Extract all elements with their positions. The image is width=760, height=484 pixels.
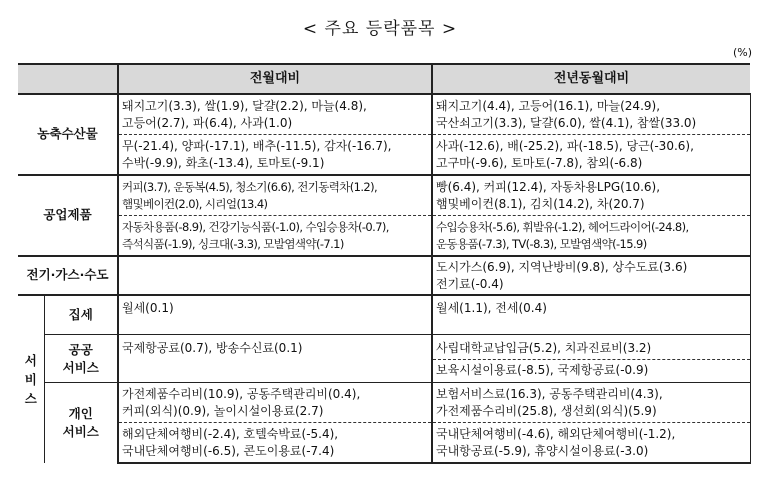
public-yoy-down <box>432 359 750 383</box>
header-yoy: 전년동월대비 <box>432 64 750 94</box>
page-title: < 주요 등락품목 > <box>302 19 458 39</box>
industrial-label: 공업제품 <box>18 175 118 256</box>
agri-mom-down-line: 무(-21.4), 양파(-17.1), 배추(-11.5), 감자(-16.7), <box>122 139 392 153</box>
personal-yoy-down <box>432 423 750 464</box>
personal-mom-up-line: 커피(외식)(0.9), 놀이시설이용료(2.7) <box>122 403 324 418</box>
personal-label <box>44 383 118 464</box>
public-mom-line: 국제항공료(0.7), 방송수신료(0.1) <box>122 341 303 355</box>
utility-yoy <box>432 256 750 295</box>
agri-row-up <box>18 94 750 135</box>
price-change-table <box>18 63 751 464</box>
industrial-row-up <box>18 175 750 216</box>
rent-mom-line: 월세(0.1) <box>122 301 174 315</box>
industrial-yoy-down <box>432 216 750 257</box>
personal-mom-down-line: 국내단체여행비(-6.5), 콘도이용료(-7.4) <box>122 443 335 458</box>
personal-mom-up <box>118 383 432 423</box>
agri-mom-up-line: 고등어(2.7), 파(6.4), 사과(1.0) <box>122 115 293 130</box>
agri-yoy-up-line: 돼지고기(4.4), 고등어(16.1), 마늘(24.9), <box>436 99 661 113</box>
rent-yoy <box>432 295 750 335</box>
personal-yoy-down-line: 국내단체여행비(-4.6), 해외단체여행비(-1.2), <box>436 427 676 441</box>
services-label-char: 스 <box>24 391 37 406</box>
personal-yoy-down-line: 국내항공료(-5.9), 휴양시설이용료(-3.0) <box>436 443 649 458</box>
industrial-mom-up-line: 커피(3.7), 운동복(4.5), 청소기(6.6), 전기동력차(1.2), <box>122 180 378 194</box>
agri-mom-up-line: 돼지고기(3.3), 쌀(1.9), 달걀(2.2), 마늘(4.8), <box>122 99 367 113</box>
services-label <box>18 295 44 463</box>
industrial-yoy-up-line: 빵(6.4), 커피(12.4), 자동차용LPG(10.6), <box>436 180 661 194</box>
agri-yoy-up-line: 국산쇠고기(3.3), 달걀(6.0), 쌀(4.1), 참쌀(33.0) <box>436 115 697 130</box>
personal-mom-down <box>118 423 432 464</box>
agri-yoy-down-line: 고구마(-9.6), 토마토(-7.8), 참외(-6.8) <box>436 155 643 170</box>
agri-mom-up <box>118 94 432 135</box>
services-label-char: 서 <box>24 353 37 368</box>
header-mom: 전월대비 <box>118 64 432 94</box>
agri-yoy-down-line: 사과(-12.6), 배(-25.2), 파(-18.5), 당근(-30.6), <box>436 139 694 153</box>
agri-mom-down-line: 수박(-9.9), 화초(-13.4), 토마토(-9.1) <box>122 155 325 170</box>
public-yoy-up-line: 사립대학교납입금(5.2), 치과진료비(3.2) <box>436 341 652 355</box>
personal-yoy-up <box>432 383 750 423</box>
public-label-line: 서비스 <box>62 359 99 375</box>
personal-row-up <box>18 383 750 423</box>
agri-yoy-down <box>432 135 750 176</box>
public-mom <box>118 335 432 383</box>
industrial-mom-down <box>118 216 432 257</box>
industrial-mom-down-line: 자동차용품(-8.9), 건강기능식품(-1.0), 수입승용차(-0.7), <box>122 220 389 234</box>
industrial-yoy-up <box>432 175 750 216</box>
personal-mom-down-line: 해외단체여행비(-2.4), 호텔숙박료(-5.4), <box>122 427 339 441</box>
personal-yoy-up-line: 보험서비스료(16.3), 공동주택관리비(4.3), <box>436 387 663 401</box>
industrial-row-down <box>18 216 750 257</box>
public-label <box>44 335 118 383</box>
utility-label: 전기·가스·수도 <box>18 256 118 295</box>
industrial-yoy-up-line: 햄및베이컨(8.1), 김치(14.2), 차(20.7) <box>436 196 645 211</box>
public-label-line: 공공 <box>68 341 93 357</box>
personal-row-down <box>18 423 750 464</box>
public-row-up <box>18 335 750 360</box>
rent-label: 집세 <box>44 295 118 335</box>
unit-label: (%) <box>732 46 752 59</box>
agri-label: 농축수산물 <box>18 94 118 175</box>
industrial-yoy-down-line: 수입승용차(-5.6), 휘발유(-1.2), 헤어드라이어(-24.8), <box>436 220 689 234</box>
agri-yoy-up <box>432 94 750 135</box>
personal-yoy-up-line: 가전제품수리비(25.8), 생선회(외식)(5.9) <box>436 403 657 418</box>
utility-yoy-line: 전기료(-0.4) <box>436 276 504 291</box>
header-row <box>18 64 750 94</box>
rent-mom <box>118 295 432 335</box>
agri-mom-down <box>118 135 432 176</box>
industrial-mom-up <box>118 175 432 216</box>
header-category <box>18 64 118 94</box>
public-yoy-up <box>432 335 750 360</box>
personal-label-line: 서비스 <box>62 424 99 439</box>
industrial-yoy-down-line: 운동용품(-7.3), TV(-8.3), 모발염색약(-15.9) <box>436 236 647 251</box>
public-yoy-down-line: 보육시설이용료(-8.5), 국제항공료(-0.9) <box>436 362 649 377</box>
utility-mom <box>118 256 432 295</box>
utility-row <box>18 256 750 295</box>
industrial-mom-down-line: 즉석식품(-1.9), 싱크대(-3.3), 모발염색약(-7.1) <box>122 236 344 251</box>
personal-mom-up-line: 가전제품수리비(10.9), 공동주택관리비(0.4), <box>122 387 361 401</box>
rent-row <box>18 295 750 335</box>
rent-yoy-line: 월세(1.1), 전세(0.4) <box>436 301 547 315</box>
industrial-mom-up-line: 햄및베이컨(2.0), 시리얼(13.4) <box>122 196 268 211</box>
agri-row-down <box>18 135 750 176</box>
services-label-char: 비 <box>24 372 37 387</box>
personal-label-line: 개인 <box>68 406 93 421</box>
utility-yoy-line: 도시가스(6.9), 지역난방비(9.8), 상수도료(3.6) <box>436 260 688 274</box>
